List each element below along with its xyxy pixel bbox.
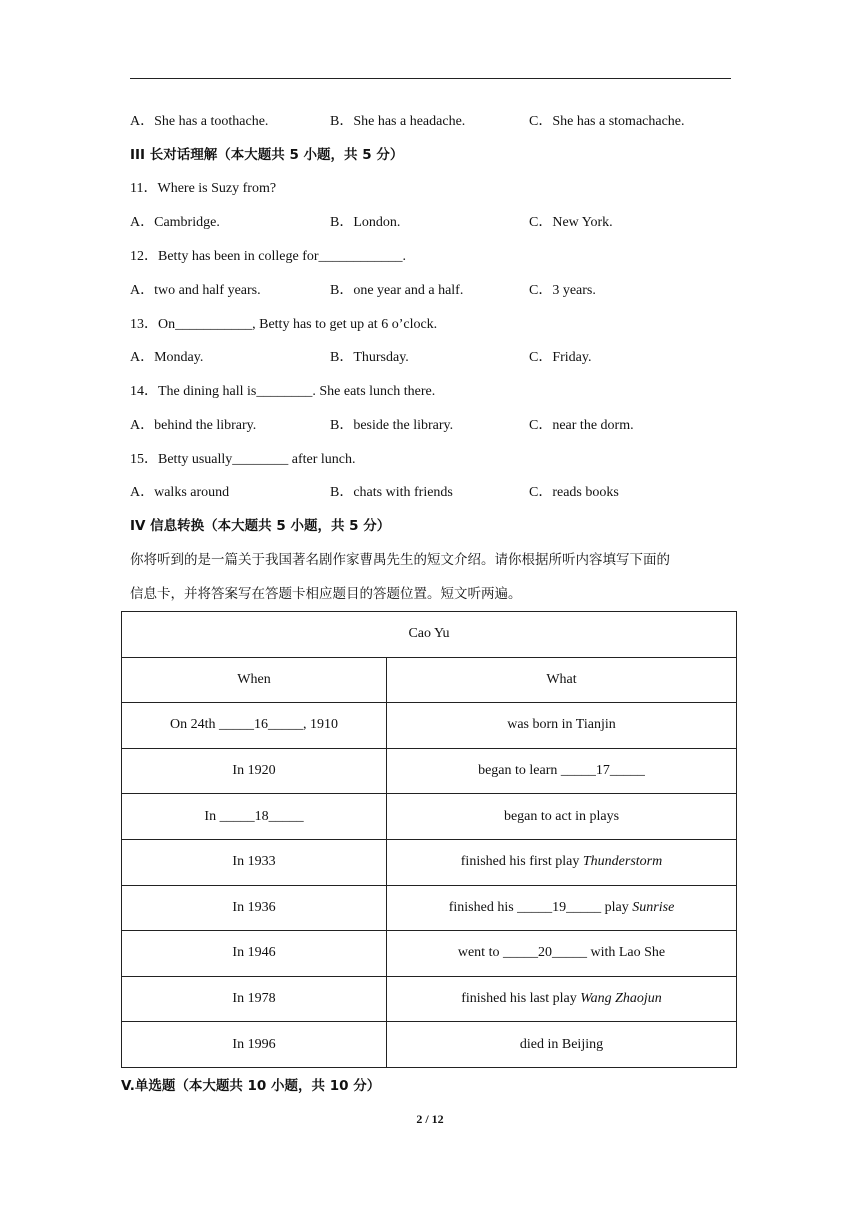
when-cell <box>122 703 387 749</box>
q11-stem: 11．Where is Suzy from? <box>130 181 277 196</box>
when-cell <box>122 976 387 1022</box>
q12-option-b: B．one year and a half. <box>330 283 464 298</box>
q15-option-c: C．reads books <box>529 485 619 500</box>
answer-blank[interactable]: _____19_____ <box>517 899 602 915</box>
what-text: went to <box>457 945 503 961</box>
what-text: died in Beijing <box>519 1036 604 1052</box>
when-cell <box>122 885 387 931</box>
q14-option-b: B．beside the library. <box>330 418 454 433</box>
what-text: finished his first play <box>460 854 583 870</box>
when-text: In 1936 <box>232 899 276 915</box>
when-text: On 24th <box>170 717 219 733</box>
when-cell <box>122 1022 387 1068</box>
q14-option-a: A．behind the library. <box>130 418 257 433</box>
q15-option-a: A．walks around <box>130 485 230 500</box>
table-row <box>122 931 737 977</box>
table-row <box>122 839 737 885</box>
when-text: In 1996 <box>232 1036 276 1052</box>
what-cell <box>387 976 737 1022</box>
answer-blank[interactable]: _____17_____ <box>560 763 645 779</box>
q10-option-c: C．She has a stomachache. <box>529 114 685 129</box>
q13-option-b: B．Thursday. <box>330 350 409 365</box>
table-row <box>122 703 737 749</box>
when-cell <box>122 794 387 840</box>
q12-option-a: A．two and half years. <box>130 283 261 298</box>
table-row <box>122 794 737 840</box>
q11-option-b: B．London. <box>330 215 401 230</box>
col-header-when: When <box>122 657 387 703</box>
what-text: began to act in plays <box>503 808 620 824</box>
what-cell <box>387 794 737 840</box>
when-text: In 1920 <box>232 763 276 779</box>
what-cell <box>387 748 737 794</box>
page-number: 2 / 12 <box>416 1112 444 1126</box>
when-cell <box>122 748 387 794</box>
section3-heading: III 长对话理解（本大题共 5 小题，共 5 分） <box>130 147 404 163</box>
q13-stem: 13．On___________, Betty has to get up at 6 o’clock. <box>130 317 438 332</box>
table-row <box>122 748 737 794</box>
q14-option-c: C．near the dorm. <box>529 418 634 433</box>
when-text: In <box>204 808 220 824</box>
col-header-what: What <box>387 657 737 703</box>
when-text: In 1946 <box>232 945 276 961</box>
when-text: In 1978 <box>232 991 276 1007</box>
when-cell <box>122 931 387 977</box>
q12-option-c: C．3 years. <box>529 283 596 298</box>
play-title: Wang Zhaojun <box>580 991 662 1007</box>
when-cell <box>122 839 387 885</box>
table-row <box>122 976 737 1022</box>
table-title: Cao Yu <box>122 612 737 658</box>
play-title: Sunrise <box>632 899 675 915</box>
answer-blank[interactable]: _____16_____ <box>219 717 303 733</box>
when-text: In 1933 <box>232 854 276 870</box>
table-header-row <box>122 657 737 703</box>
section4-intro-line2: 信息卡，并将答案写在答题卡相应题目的答题位置。短文听两遍。 <box>130 586 522 602</box>
section4-heading: IV 信息转换（本大题共 5 小题，共 5 分） <box>130 518 391 534</box>
what-text: finished his <box>448 899 518 915</box>
answer-blank[interactable]: _____20_____ <box>502 945 587 961</box>
q11-option-a: A．Cambridge. <box>130 215 220 230</box>
q15-stem: 15．Betty usually________ after lunch. <box>130 452 356 467</box>
q14-stem: 14．The dining hall is________. She eats lunch there. <box>130 384 436 399</box>
q11-option-c: C．New York. <box>529 215 613 230</box>
what-text: began to learn <box>478 763 561 779</box>
what-text-suffix: with Lao She <box>586 945 666 961</box>
header-rule <box>130 78 731 79</box>
play-title: Thunderstorm <box>582 854 663 870</box>
what-cell <box>387 1022 737 1068</box>
section4-intro-line1: 你将听到的是一篇关于我国著名剧作家曹禺先生的短文介绍。请你根据所听内容填写下面的 <box>130 552 670 568</box>
q13-option-c: C．Friday. <box>529 350 592 365</box>
what-cell <box>387 885 737 931</box>
table-title-row <box>122 612 737 658</box>
what-cell <box>387 703 737 749</box>
when-text-suffix: , 1910 <box>303 717 338 733</box>
answer-blank[interactable]: _____18_____ <box>219 808 304 824</box>
section5-heading: V.单选题（本大题共 10 小题，共 10 分） <box>121 1078 381 1094</box>
table-row <box>122 885 737 931</box>
what-cell <box>387 839 737 885</box>
q15-option-b: B．chats with friends <box>330 485 453 500</box>
q12-stem: 12．Betty has been in college for____________. <box>130 249 407 264</box>
table-row <box>122 1022 737 1068</box>
q13-option-a: A．Monday. <box>130 350 204 365</box>
q10-option-b: B．She has a headache. <box>330 114 466 129</box>
what-text: finished his last play <box>461 991 581 1007</box>
what-cell <box>387 931 737 977</box>
q10-option-a: A．She has a toothache. <box>130 114 269 129</box>
what-text-suffix: play <box>601 899 633 915</box>
info-card-table <box>121 611 737 1068</box>
what-text: was born in Tianjin <box>507 717 616 733</box>
